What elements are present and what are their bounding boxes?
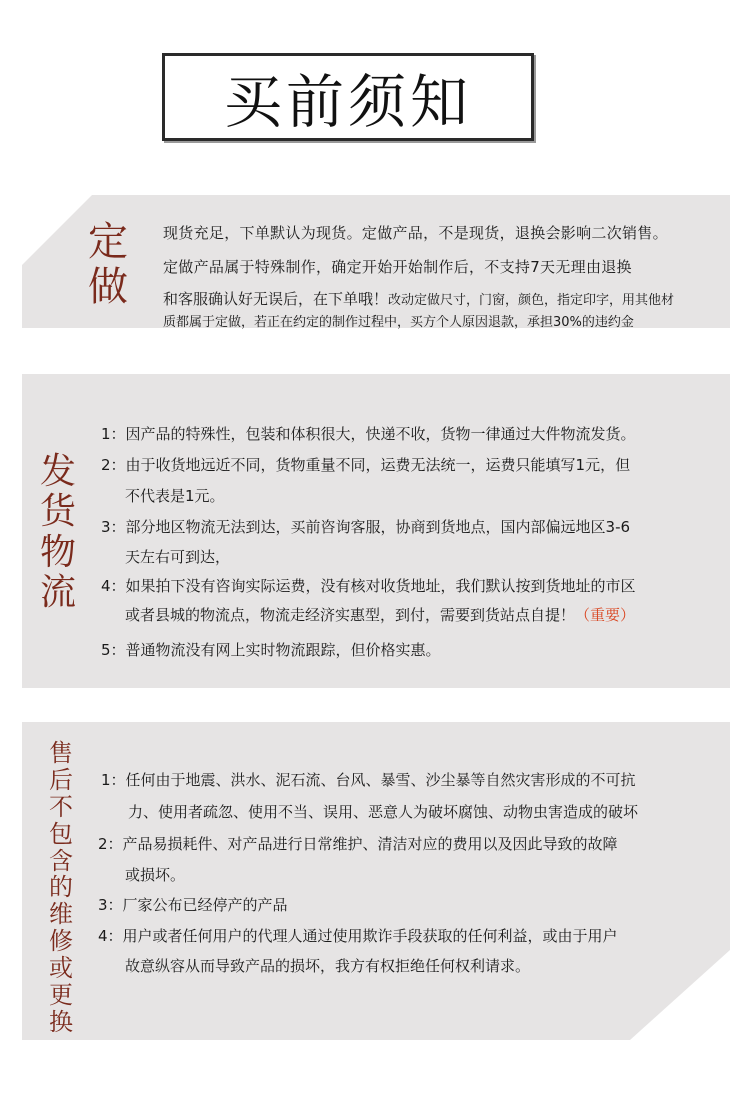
text-line: 2：产品易损耗件、对产品进行日常维护、清洁对应的费用以及因此导致的故障 <box>98 835 618 853</box>
text-line: 和客服确认好无误后，在下单哦！改动定做尺寸，门窗，颜色，指定印字，用其他材 <box>163 290 675 308</box>
text-line: 3：部分地区物流无法到达，买前咨询客服，协商到货地点，国内部偏远地区3-6 <box>101 518 631 536</box>
text-line: 1：任何由于地震、洪水、泥石流、台风、暴雪、沙尘暴等自然灾害形成的不可抗 <box>101 771 636 789</box>
text-line: 定做产品属于特殊制作，确定开始开始制作后，不支持7天无理由退换 <box>163 258 632 276</box>
text-line: 或者县城的物流点，物流走经济实惠型，到付，需要到货站点自提！（重要） <box>125 606 636 624</box>
text-line: 天左右可到达， <box>125 548 231 566</box>
text-line: 3：厂家公布已经停产的产品 <box>98 896 288 914</box>
page-title-box <box>162 53 534 141</box>
text-line: 力、使用者疏忽、使用不当、误用、恶意人为破坏腐蚀、动物虫害造成的破坏 <box>128 803 639 821</box>
text-line: 或损坏。 <box>125 866 186 884</box>
corner-decoration <box>22 195 92 265</box>
corner-decoration <box>630 950 730 1040</box>
after-sales-label: 售 后 不 包 含 的 维 修 或 更 换 <box>49 739 73 1036</box>
shipping-label: 发 货 物 流 <box>40 451 77 613</box>
important-note: （重要） <box>575 606 636 624</box>
custom-order-label: 定 做 <box>88 219 128 310</box>
text-line: 故意纵容从而导致产品的损坏，我方有权拒绝任何权利请求。 <box>125 957 531 975</box>
text-line: 1：因产品的特殊性，包装和体积很大，快递不收，货物一律通过大件物流发货。 <box>101 425 636 443</box>
text-line: 质都属于定做，若正在约定的制作过程中，买方个人原因退款，承担30%的违约金 <box>163 315 634 330</box>
text-line: 不代表是1元。 <box>125 487 225 505</box>
text-line: 4：如果拍下没有咨询实际运费，没有核对收货地址，我们默认按到货地址的市区 <box>101 577 636 595</box>
text-line: 现货充足，下单默认为现货。定做产品，不是现货，退换会影响二次销售。 <box>163 224 668 242</box>
text-line: 5：普通物流没有网上实时物流跟踪，但价格实惠。 <box>101 641 441 659</box>
page-title: 买前须知 <box>223 68 472 136</box>
text-line: 4：用户或者任何用户的代理人通过使用欺诈手段获取的任何利益，或由于用户 <box>98 927 618 945</box>
text-line: 2：由于收货地远近不同，货物重量不同，运费无法统一，运费只能填写1元，但 <box>101 456 631 474</box>
